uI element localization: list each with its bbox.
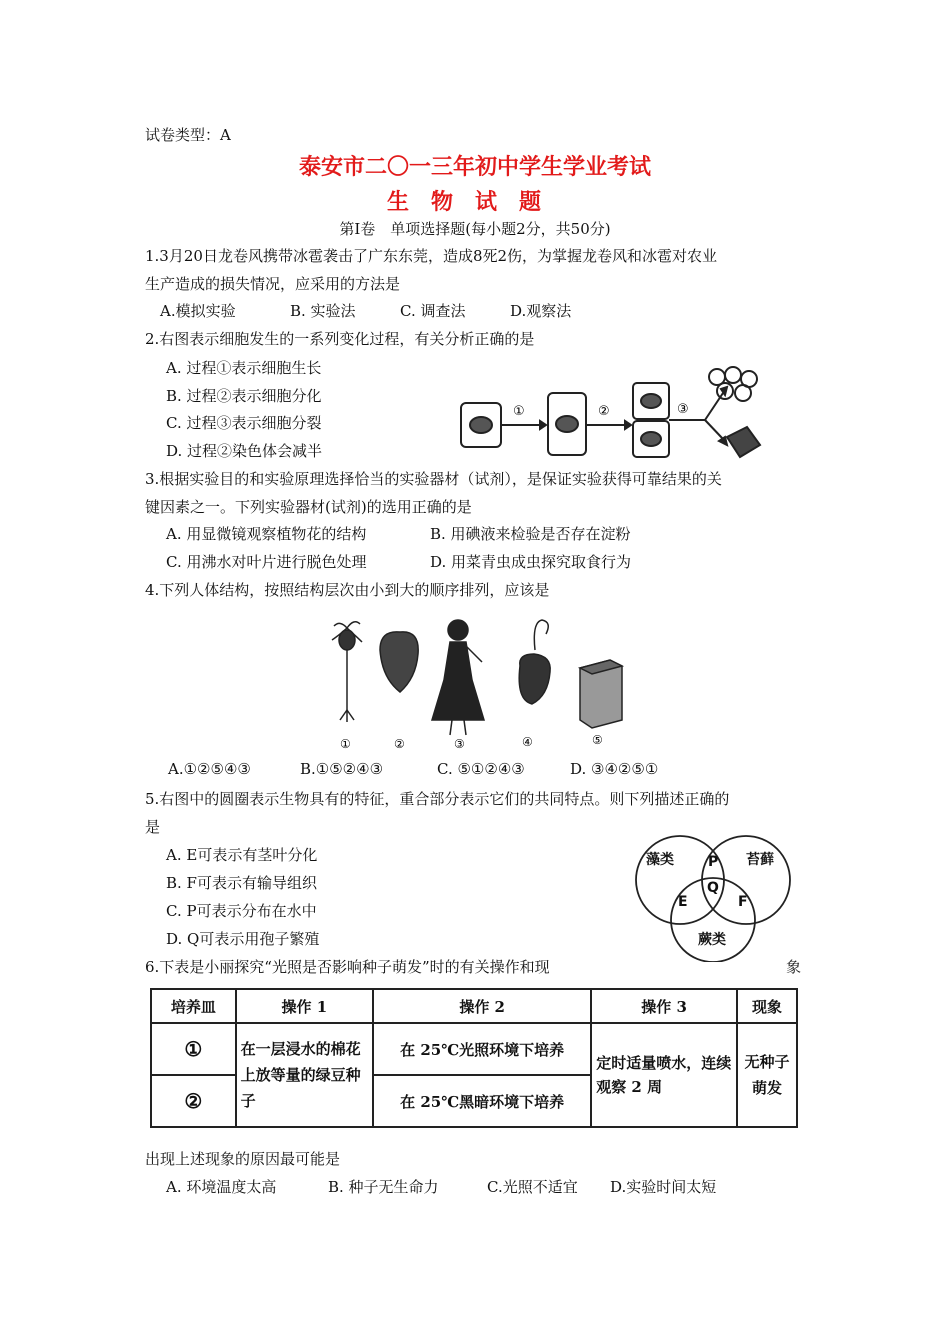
- th-op1: 操作 1: [236, 989, 373, 1023]
- experiment-table: [150, 988, 798, 1128]
- q1-stem-line1: 1.3月20日龙卷风携带冰雹袭击了广东东莞，造成8死2伤，为掌握龙卷风和冰雹对农业: [145, 247, 718, 265]
- dish-1: ①: [151, 1023, 236, 1075]
- q4-label-5: ⑤: [592, 733, 603, 747]
- venn-q: Q: [707, 880, 719, 896]
- q5-option-c: C. P可表示分布在水中: [166, 902, 317, 920]
- venn-e: E: [678, 894, 688, 910]
- q3-option-b: B. 用碘液来检验是否存在淀粉: [430, 525, 631, 543]
- th-op2: 操作 2: [373, 989, 591, 1023]
- q6-stem: 6.下表是小丽探究“光照是否影响种子萌发”时的有关操作和现: [145, 958, 550, 976]
- q6-option-c: C.光照不适宜: [487, 1178, 578, 1196]
- q1-option-c: C. 调查法: [400, 302, 466, 320]
- q1-option-b: B. 实验法: [290, 302, 356, 320]
- q5-option-d: D. Q可表示用孢子繁殖: [166, 930, 320, 948]
- q5-option-b: B. F可表示有输导组织: [166, 874, 317, 892]
- q6-option-b: B. 种子无生命力: [328, 1178, 439, 1196]
- q4-option-c: C. ⑤①②④③: [437, 760, 525, 778]
- q2-option-a: A. 过程①表示细胞生长: [166, 359, 322, 377]
- op2-row2: 在 25℃黑暗环境下培养: [373, 1075, 591, 1127]
- th-op3: 操作 3: [591, 989, 737, 1023]
- op3-cell: 定时适量喷水，连续观察 2 周: [591, 1023, 737, 1127]
- subject-title: 生物试题: [386, 189, 563, 215]
- q4-label-4: ④: [522, 735, 533, 749]
- q4-option-a: A.①②⑤④③: [168, 760, 251, 778]
- q5-option-a: A. E可表示有茎叶分化: [166, 846, 318, 864]
- q6-option-a: A. 环境温度太高: [166, 1178, 277, 1196]
- th-dish: 培养皿: [151, 989, 236, 1023]
- q2-stem: 2.右图表示细胞发生的一系列变化过程，有关分析正确的是: [145, 330, 535, 348]
- q2-option-c: C. 过程③表示细胞分裂: [166, 414, 322, 432]
- paper-type: 试卷类型：A: [145, 126, 231, 144]
- q4-option-b: B.①⑤②④③: [300, 760, 384, 778]
- q4-stem: 4.下列人体结构，按照结构层次由小到大的顺序排列，应该是: [145, 581, 550, 599]
- section-heading: 第Ⅰ卷 单项选择题(每小题2分，共50分): [339, 220, 611, 238]
- q2-option-b: B. 过程②表示细胞分化: [166, 387, 322, 405]
- venn-moss: 苔藓: [746, 852, 774, 868]
- q3-stem-line1: 3.根据实验目的和实验原理选择恰当的实验器材（试剂），是保证实验获得可靠结果的关: [145, 470, 722, 488]
- q3-stem-line2: 键因素之一。下列实验器材(试剂)的选用正确的是: [145, 498, 472, 516]
- q3-option-a: A. 用显微镜观察植物花的结构: [166, 525, 367, 543]
- q3-option-d: D. 用菜青虫成虫探究取食行为: [430, 553, 632, 571]
- q6-stem-end: 象: [786, 958, 802, 976]
- exam-title: 泰安市二〇一三年初中学生学业考试: [298, 154, 651, 180]
- q1-option-d: D.观察法: [510, 302, 572, 320]
- q6-after: 出现上述现象的原因最可能是: [145, 1150, 341, 1168]
- q3-option-c: C. 用沸水对叶片进行脱色处理: [166, 553, 367, 571]
- q5-stem-line1: 5.右图中的圆圈表示生物具有的特征，重合部分表示它们的共同特点。则下列描述正确的: [145, 790, 730, 808]
- q4-label-3: ③: [454, 737, 465, 751]
- q1-option-a: A.模拟实验: [160, 302, 236, 320]
- q4-label-2: ②: [394, 737, 405, 751]
- cell-process-figure: [455, 365, 765, 465]
- venn-algae: 藻类: [646, 852, 674, 868]
- fig-step-1: ①: [513, 404, 525, 419]
- body-structure-figure: [320, 610, 640, 755]
- q1-stem-line2: 生产造成的损失情况，应采用的方法是: [145, 275, 401, 293]
- venn-fern: 蕨类: [698, 932, 726, 948]
- q6-option-d: D.实验时间太短: [610, 1178, 717, 1196]
- th-phenomenon: 现象: [737, 989, 797, 1023]
- q4-label-1: ①: [340, 737, 351, 751]
- phenomenon-cell: 无种子萌发: [737, 1023, 797, 1127]
- venn-diagram: [628, 832, 808, 962]
- op2-row1: 在 25℃光照环境下培养: [373, 1023, 591, 1075]
- q5-stem-line2: 是: [145, 818, 161, 836]
- venn-f: F: [738, 894, 748, 910]
- q4-option-d: D. ③④②⑤①: [570, 760, 659, 778]
- dish-2: ②: [151, 1075, 236, 1127]
- op1-cell: 在一层浸水的棉花上放等量的绿豆种子: [236, 1023, 373, 1127]
- fig-step-2: ②: [598, 404, 610, 419]
- q2-option-d: D. 过程②染色体会减半: [166, 442, 323, 460]
- venn-p: P: [708, 854, 719, 870]
- fig-step-3: ③: [677, 402, 689, 417]
